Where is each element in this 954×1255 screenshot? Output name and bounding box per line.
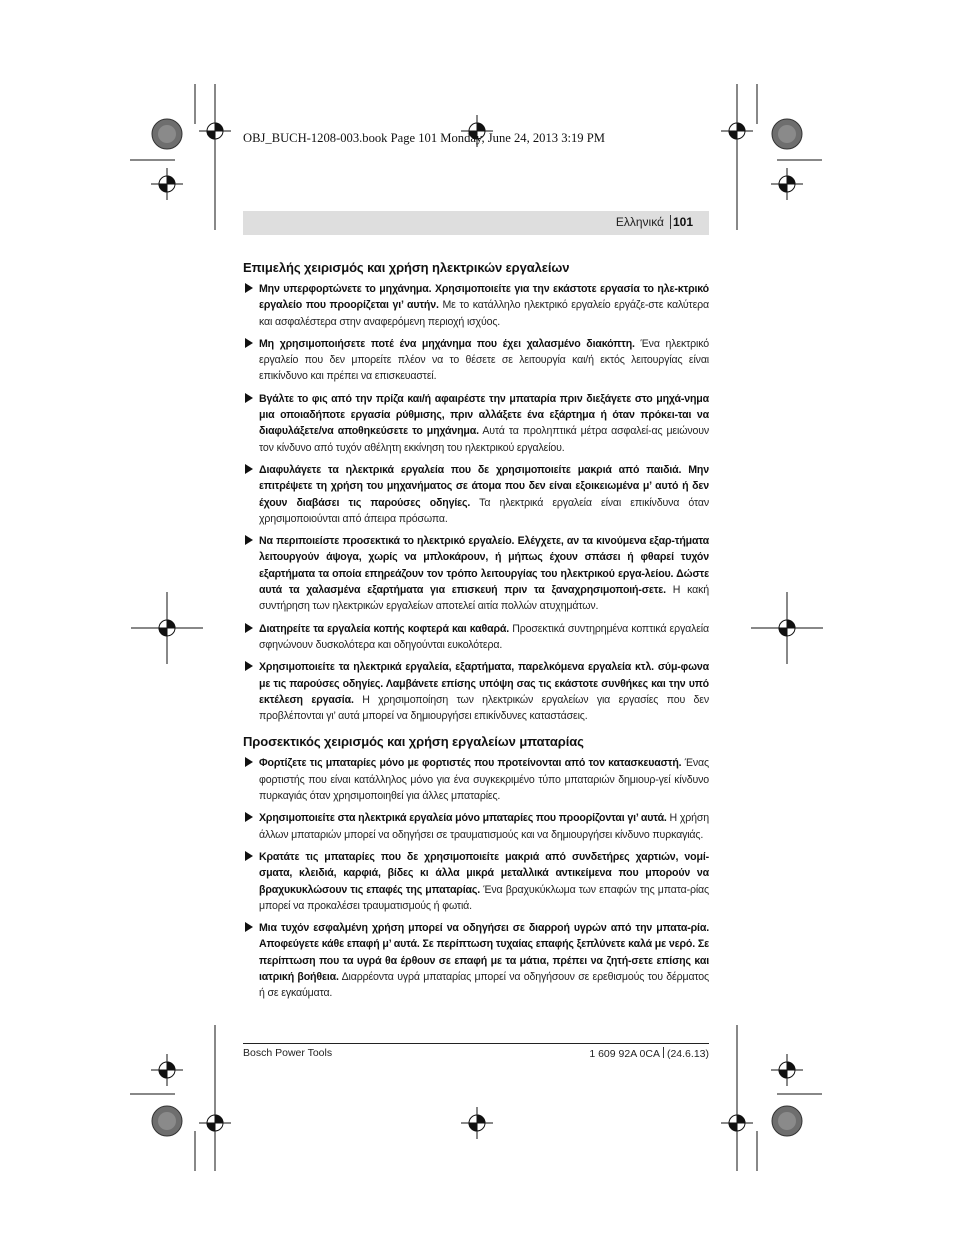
footer-divider	[243, 1043, 709, 1044]
bullet-triangle-icon	[245, 922, 253, 932]
safety-item	[243, 920, 709, 1001]
doc-code: 1 609 92A 0CA	[589, 1048, 660, 1060]
page-header	[243, 211, 709, 235]
bullet-triangle-icon	[245, 757, 253, 767]
bullet-triangle-icon	[245, 812, 253, 822]
bullet-triangle-icon	[245, 338, 253, 348]
safety-instruction: Βγάλτε το φις από την πρίζα και/ή αφαιρέστε την μπαταρία πριν διεξάγετε στο μηχά-νημα μια οποιαδήποτε εργασία ρύθμισης, πριν αλλάξετε ένα εξάρτημα ή όταν πρόκει-ται να διαφυλάξετε/να αποθηκεύσετε το μηχάνημα.	[259, 392, 709, 438]
bullet-triangle-icon	[245, 661, 253, 671]
page-number: 101	[672, 215, 693, 229]
safety-explanation: Προσεκτικά συντηρημένα κοπτικά εργαλεία σφηνώνουν δυσκολότερα και οδηγούνται ευκολότερα.	[259, 622, 709, 651]
print-slug: OBJ_BUCH-1208-003.book Page 101 Monday, June 24, 2013 3:19 PM	[243, 131, 605, 145]
safety-item	[243, 533, 709, 614]
safety-explanation: Ένας φορτιστής που είναι κατάλληλος μόνο για ένα συγκεκριμένο τύπο μπαταριών δημιουρ-γεί κίνδυνο πυρκαγιάς όταν χρησιμοποιηθεί για άλλες μπαταρίες.	[259, 757, 709, 803]
safety-explanation: Αυτά τα προληπτικά μέτρα ασφαλεί-ας μειώνουν τον κίνδυνο από τυχόν αθέλητη εκκίνηση του ηλεκτρικού εργαλείου.	[259, 425, 709, 454]
safety-instruction: Φορτίζετε τις μπαταρίες μόνο με φορτιστές που προτείνονται από τον κατασκευαστή.	[259, 757, 682, 770]
section-title-battery-tool-use: Προσεκτικός χειρισμός και χρήση εργαλείων μπαταρίας	[243, 734, 584, 750]
page-content	[243, 260, 709, 1008]
section-title-power-tool-use: Επιμελής χειρισμός και χρήση ηλεκτρικών εργαλείων	[243, 260, 570, 275]
safety-explanation: Τα ηλεκτρικά εργαλεία είναι επικίνδυνα όταν χρησιμοποιούνται από άπειρα πρόσωπα.	[259, 496, 709, 525]
safety-list-power-tools	[243, 281, 709, 724]
bullet-triangle-icon	[245, 393, 253, 403]
safety-instruction: Διαφυλάγετε τα ηλεκτρικά εργαλεία που δε χρησιμοποιείτε μακριά από παιδιά. Μην επιτρέψετε τη χρήση του μηχανήματος σε άτομα που δεν είναι εξοικειωμένα μ’ αυτό ή δεν έχουν διαβάσει τις παρούσες οδηγίες.	[259, 463, 709, 509]
safety-item	[243, 462, 709, 527]
header-separator	[670, 215, 671, 229]
footer-document-code	[589, 1047, 709, 1060]
safety-explanation: Ένα ηλεκτρικό εργαλείο που δεν μπορείτε πλέον να το θέσετε σε λειτουργία και/ή εκτός λειτουργίας είναι επικίνδυνο και πρέπει να επισκευαστεί.	[259, 337, 709, 383]
bullet-triangle-icon	[245, 535, 253, 545]
safety-explanation: Η χρησιμοποίηση των ηλεκτρικών εργαλείων για εργασίες που δεν προβλέπονται γι’ αυτά μπορεί να δημιουργήσει επικίνδυνες καταστάσεις.	[259, 693, 710, 723]
safety-item	[243, 659, 709, 724]
safety-item	[243, 336, 709, 385]
safety-item	[243, 391, 709, 456]
safety-explanation: Η χρήση άλλων μπαταριών μπορεί να οδηγήσει σε τραυματισμούς και να δημιουργήσει κίνδυνο πυρκαγιάς.	[259, 812, 710, 841]
safety-instruction: Να περιποιείστε προσεκτικά το ηλεκτρικό εργαλείο. Ελέγχετε, αν τα κινούμενα εξαρ-τήματα λειτουργούν άψογα, χωρίς να μπλοκάρουν, ή μήπως έχουν σπάσει ή φθαρεί τυχόν εξαρτήματα τα οποία επηρεάζουν τον τρόπο λειτουργίας του ηλεκτρικού εργα-λείου. Δώστε αυτά τα χαλασμένα εξαρτήματα για επισκευή πριν τα ξαναχρησιμοποιή-σετε.	[259, 535, 709, 597]
safety-explanation: Η κακή συντήρηση των ηλεκτρικών εργαλείων αποτελεί αιτία πολλών ατυχημάτων.	[259, 584, 710, 613]
footer-brand: Bosch Power Tools	[243, 1047, 333, 1059]
safety-explanation: Με το κατάλληλο ηλεκτρικό εργαλείο εργάζε-στε καλύτερα και ασφαλέστερα στην αναφερόμενη περιοχή ισχύος.	[259, 299, 709, 328]
safety-explanation: Διαρρέοντα υγρά μπαταρίας μπορεί να οδηγήσουν σε ερεθισμούς του δέρματος ή σε εγκαύματα.	[259, 970, 709, 1000]
safety-item	[243, 281, 709, 330]
safety-item	[243, 849, 709, 914]
safety-instruction: Χρησιμοποιείτε τα ηλεκτρικά εργαλεία, εξαρτήματα, παρελκόμενα εργαλεία κτλ. σύμ-φωνα με τις παρούσες οδηγίες. Λαμβάνετε επίσης υπόψη σας τις εκάστοτε συνθήκες και την υπό εκτέλεση εργασία.	[259, 661, 709, 706]
safety-instruction: Χρησιμοποιείτε στα ηλεκτρικά εργαλεία μόνο μπαταρίες που προορίζονται γι’ αυτά.	[259, 812, 667, 825]
doc-date: (24.6.13)	[666, 1048, 709, 1060]
bullet-triangle-icon	[245, 851, 253, 861]
footer-separator	[663, 1047, 664, 1058]
safety-explanation: Ένα βραχυκύκλωμα των επαφών της μπατα-ρίας μπορεί να προκαλέσει τραυματισμούς ή φωτιά.	[259, 883, 709, 912]
safety-instruction: Κρατάτε τις μπαταρίες που δε χρησιμοποιείτε μακριά από συνδετήρες χαρτιών, νομί-σματα, κλειδιά, καρφιά, βίδες κι άλλα μικρά μεταλλικά αντικείμενα που μπορούν να βραχυκυκλώσουν τις επαφές της μπαταρίας.	[259, 850, 709, 896]
safety-item	[243, 810, 709, 843]
header-language: Ελληνικά	[615, 215, 664, 229]
safety-item	[243, 755, 709, 804]
bullet-triangle-icon	[245, 464, 253, 474]
safety-instruction: Μη χρησιμοποιήσετε ποτέ ένα μηχάνημα που έχει χαλασμένο διακόπτη.	[259, 337, 635, 350]
safety-instruction: Μια τυχόν εσφαλμένη χρήση μπορεί να οδηγήσει σε διαρροή υγρών από την μπατα-ρία. Αποφεύγετε κάθε επαφή μ’ αυτά. Σε περίπτωση τυχαίας επαφής ξεπλύνετε καλά με νερό. Σε περίπτωση που τα υγρά θα έρθουν σε επαφή με τα μάτια, πρέπει να ζητή-σετε επίσης και ιατρική βοήθεια.	[259, 922, 709, 983]
safety-instruction: Μην υπερφορτώνετε το μηχάνημα. Χρησιμοποιείτε για την εκάστοτε εργασία το ηλε-κτρικό εργαλείο που προορίζεται γι’ αυτήν.	[259, 283, 709, 312]
safety-list-battery-tools	[243, 755, 709, 1001]
safety-instruction: Διατηρείτε τα εργαλεία κοπής κοφτερά και καθαρά.	[259, 622, 510, 635]
bullet-triangle-icon	[245, 283, 253, 293]
bullet-triangle-icon	[245, 623, 253, 633]
safety-item	[243, 621, 709, 654]
